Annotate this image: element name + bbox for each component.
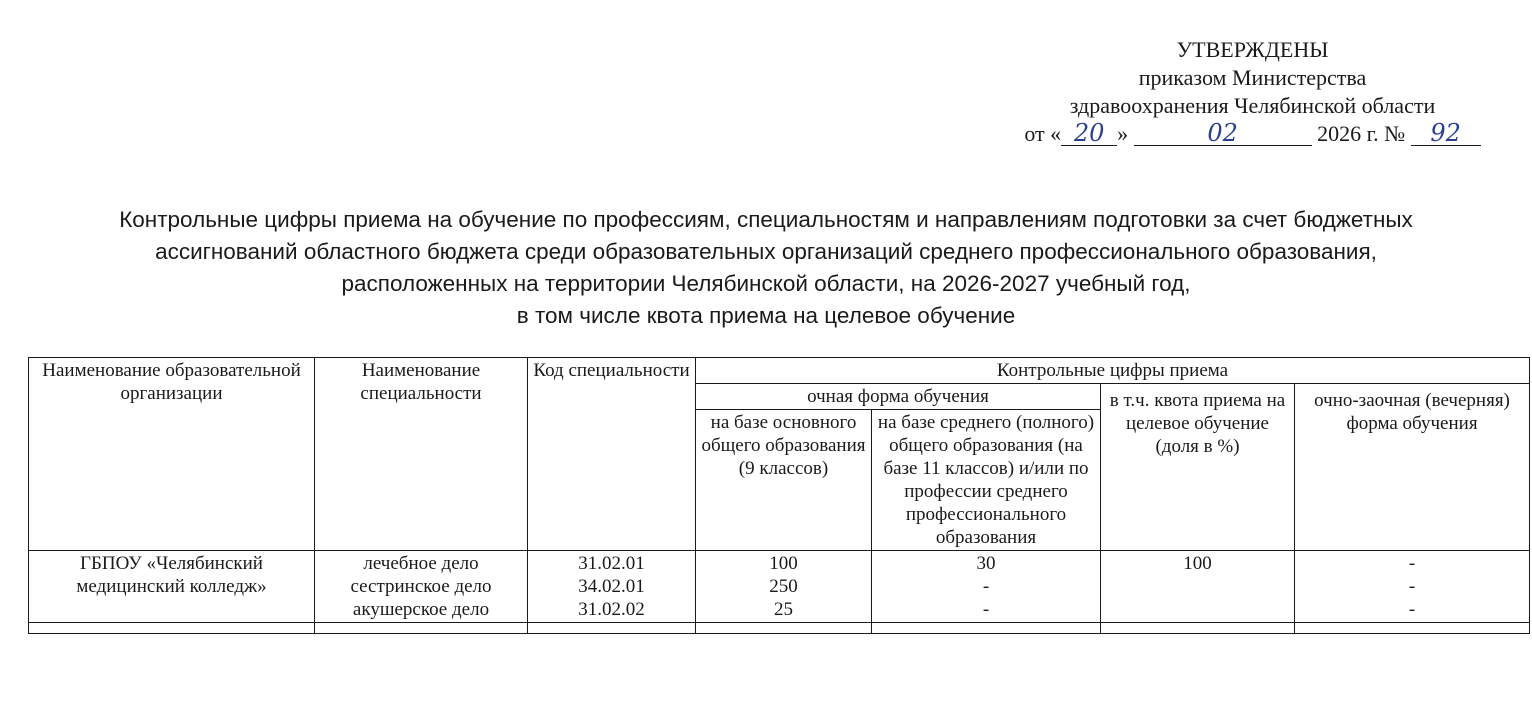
base11-cell xyxy=(872,551,1101,623)
header-base9: на базе основного общего образования (9 классов) xyxy=(696,410,872,551)
spec-code-cell xyxy=(528,551,696,623)
handwritten-order-number: 92 xyxy=(1411,121,1481,146)
title-line-1: Контрольные цифры приема на обучение по профессиям, специальностям и направлениям подготовки за счет бюджетных xyxy=(119,207,1413,232)
approval-stamp xyxy=(990,36,1515,148)
handwritten-day: 20 xyxy=(1061,121,1117,146)
spec-name: лечебное дело xyxy=(363,553,479,574)
evening-cell xyxy=(1295,551,1530,623)
header-quota: в т.ч. квота приема на целевое обучение (доля в %) xyxy=(1101,384,1295,551)
header-evening: очно-заочная (вечерняя) форма обучения xyxy=(1295,384,1530,551)
quote-close: » xyxy=(1117,121,1129,146)
spec-code: 34.02.01 xyxy=(578,576,645,597)
evening-value: - xyxy=(1408,553,1416,574)
base11-value: - xyxy=(982,576,990,597)
base11-value: - xyxy=(982,599,990,620)
document-title xyxy=(40,204,1492,332)
spec-name: акушерское дело xyxy=(352,599,490,620)
table-row xyxy=(29,551,1530,623)
year-number-label: 2026 г. № xyxy=(1317,121,1406,146)
quota-value xyxy=(1104,598,1291,621)
approval-order-line: приказом Министерства xyxy=(1138,65,1367,90)
quota-cell xyxy=(1101,551,1295,623)
approval-heading: УТВЕРЖДЕНЫ xyxy=(1176,37,1329,62)
evening-value: - xyxy=(1408,576,1416,597)
spec-name: сестринское дело xyxy=(350,576,492,597)
quota-value: 100 xyxy=(1183,553,1212,574)
header-base11: на базе среднего (полного) общего образования (на базе 11 классов) и/или по профессии среднего профессионального образования xyxy=(872,410,1101,551)
base9-value: 25 xyxy=(774,599,793,620)
from-label: от « xyxy=(1024,121,1062,146)
header-spec-code: Код специальности xyxy=(528,358,696,551)
title-line-4: в том числе квота приема на целевое обучение xyxy=(516,303,1016,328)
spec-code: 31.02.01 xyxy=(578,553,645,574)
base9-cell xyxy=(696,551,872,623)
title-line-2: ассигнований областного бюджета среди образовательных организаций среднего профессионального образования, xyxy=(155,239,1377,264)
org-name-cell: ГБПОУ «Челябинский медицинский колледж» xyxy=(29,551,315,623)
approval-ministry-line: здравоохранения Челябинской области xyxy=(1069,93,1436,118)
approval-date-number xyxy=(990,120,1515,148)
admission-table xyxy=(28,357,1530,634)
header-org: Наименование образовательной организации xyxy=(29,358,315,551)
base11-value: 30 xyxy=(976,553,996,574)
base9-value: 250 xyxy=(769,576,798,597)
title-line-3: расположенных на территории Челябинской области, на 2026-2027 учебный год, xyxy=(341,271,1191,296)
header-full-time: очная форма обучения xyxy=(696,384,1101,410)
base9-value: 100 xyxy=(769,553,798,574)
quota-value xyxy=(1104,575,1291,598)
spec-code: 31.02.02 xyxy=(578,599,645,620)
header-spec-name: Наименование специальности xyxy=(315,358,528,551)
table-row-continuation xyxy=(29,623,1530,634)
evening-value: - xyxy=(1408,599,1416,620)
spec-name-cell xyxy=(315,551,528,623)
handwritten-month: 02 xyxy=(1134,121,1312,146)
header-kcp: Контрольные цифры приема xyxy=(696,358,1530,384)
